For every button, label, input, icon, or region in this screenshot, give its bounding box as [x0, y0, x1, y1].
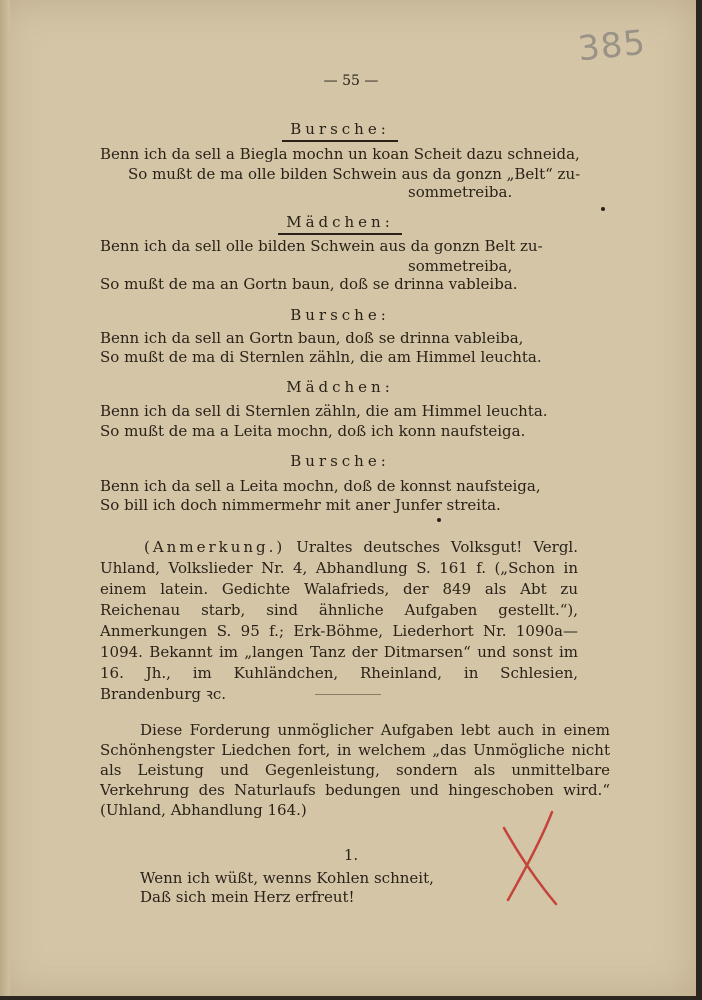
annotation-text: Uraltes deutsches Volksgut! Vergl. Uhland, Volkslieder Nr. 4, Abhandlung S. 161 f. („Schon in einem latein. Gedichte Walafrieds, der 849 als Abt zu Reichenau starb, sind ähnliche Aufgaben gestellt.“), Anmerkungen S. 95 f.; Erk-Böhme, Liederhort Nr. 1090a—1094. Bekannt im „langen Tanz der Ditmarsen“ und sonst im 16. Jh., im Kuhländchen, Rheinland, in Schlesien, Brandenburg ꝛc. — [100, 538, 578, 703]
body-paragraph: Diese Forderung unmöglicher Aufgaben lebt auch in einem Schönhengster Liedchen fort, in welchem „das Unmögliche nicht als Leistung und Gegenleistung, sondern als unmittelbare Verkehrung des Naturlaufs bedungen und hingeschoben wird.“ (Uhland, Abhandlung 164.) — [100, 721, 610, 819]
annotation-label: (Anmerkung.) — [144, 538, 286, 556]
ink-dot — [437, 518, 441, 522]
speaker-heading: Mädchen: — [286, 378, 394, 396]
verse-line: So bill ich doch nimmermehr mit aner Junfer streita. — [100, 496, 501, 514]
verse-line: So mußt de ma a Leita mochn, doß ich konn naufsteiga. — [100, 422, 526, 440]
speaker-heading: Bursche: — [100, 120, 580, 138]
song-line: Daß sich mein Herz erfreut! — [140, 888, 355, 906]
verse-line: So mußt de ma olle bilden Schwein aus da gonzn „Belt“ zu- — [128, 165, 581, 183]
red-cross-mark — [498, 808, 562, 908]
pencil-archive-number: 385 — [576, 22, 648, 70]
song-number: 1. — [343, 846, 359, 864]
verse-line: Benn ich da sell an Gortn baun, doß se drinna vableiba, — [100, 329, 524, 347]
page-number: — 55 — — [323, 73, 379, 89]
verse-line: Benn ich da sell a Leita mochn, doß de konnst naufsteiga, — [100, 477, 541, 495]
verse-line: So mußt de ma di Sternlen zähln, die am Himmel leuchta. — [100, 348, 542, 366]
verse-line: Benn ich da sell a Biegla mochn un koan Scheit dazu schneida, — [100, 145, 580, 163]
speaker-heading: Mädchen: — [100, 213, 580, 231]
verse-line: sommetreiba, — [408, 257, 513, 275]
section-divider — [315, 694, 381, 695]
speaker-heading: Bursche: — [290, 306, 390, 324]
annotation-note — [100, 537, 578, 705]
verse-line: So mußt de ma an Gortn baun, doß se drinna vableiba. — [100, 275, 518, 293]
speaker-heading: Bursche: — [290, 452, 390, 470]
ink-dot — [601, 207, 605, 211]
verse-line: sommetreiba. — [408, 183, 513, 201]
song-line: Wenn ich wüßt, wenns Kohlen schneit, — [140, 869, 434, 887]
verse-line: Benn ich da sell olle bilden Schwein aus da gonzn Belt zu- — [100, 237, 543, 255]
verse-line: Benn ich da sell di Sternlen zähln, die am Himmel leuchta. — [100, 402, 548, 420]
